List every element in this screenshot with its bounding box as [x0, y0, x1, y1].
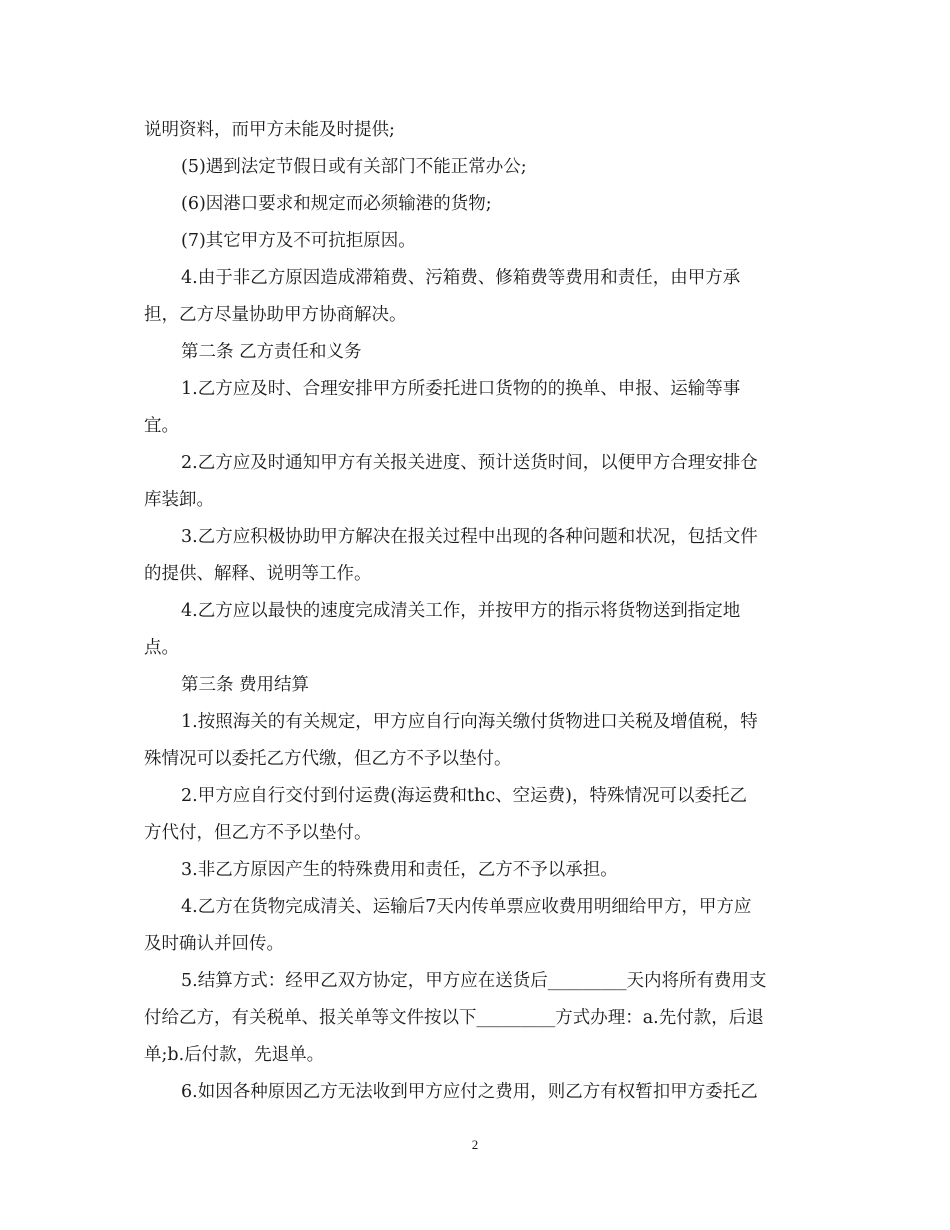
list-item-6: (6)因港口要求和规定而必须输港的货物; — [181, 194, 492, 214]
list-item-5: (5)遇到法定节假日或有关部门不能正常办公; — [181, 157, 527, 177]
article-3-item-5: 付给乙方，有关税单、报关单等文件按以下_________方式办理：a.先付款，后退 — [144, 1008, 764, 1028]
clause-4-line: 担，乙方尽量协助甲方协商解决。 — [144, 305, 407, 325]
paragraph-line: 说明资料，而甲方未能及时提供; — [144, 120, 395, 140]
article-2-item-3: 的提供、解释、说明等工作。 — [144, 564, 372, 584]
article-3-item-1: 殊情况可以委托乙方代缴，但乙方不予以垫付。 — [144, 749, 512, 769]
article-3-item-3: 3.非乙方原因产生的特殊费用和责任，乙方不予以承担。 — [181, 860, 618, 880]
section-heading-article-3: 第三条 费用结算 — [181, 675, 310, 695]
article-2-item-1: 宜。 — [144, 416, 179, 436]
article-2-item-4: 4.乙方应以最快的速度完成清关工作，并按甲方的指示将货物送到指定地 — [181, 601, 741, 621]
article-2-item-2: 库装卸。 — [144, 490, 214, 510]
article-3-item-2: 方代付，但乙方不予以垫付。 — [144, 823, 372, 843]
article-3-item-5: 单;b.后付款，先退单。 — [144, 1045, 325, 1065]
article-3-item-1: 1.按照海关的有关规定，甲方应自行向海关缴付货物进口关税及增值税，特 — [181, 712, 758, 732]
article-3-item-4: 4.乙方在货物完成清关、运输后7天内传单票应收费用明细给甲方，甲方应 — [181, 897, 752, 917]
article-3-item-4: 及时确认并回传。 — [144, 934, 284, 954]
article-3-item-2: 2.甲方应自行交付到付运费(海运费和thc、空运费)，特殊情况可以委托乙 — [181, 786, 747, 806]
article-3-item-5: 5.结算方式：经甲乙双方协定，甲方应在送货后_________天内将所有费用支 — [181, 971, 767, 991]
article-2-item-2: 2.乙方应及时通知甲方有关报关进度、预计送货时间，以便甲方合理安排仓 — [181, 453, 758, 473]
clause-4-line: 4.由于非乙方原因造成滞箱费、污箱费、修箱费等费用和责任，由甲方承 — [181, 268, 741, 288]
list-item-7: (7)其它甲方及不可抗拒原因。 — [181, 231, 416, 251]
page-number: 2 — [471, 1137, 479, 1152]
article-2-item-4: 点。 — [144, 638, 179, 658]
article-3-item-6: 6.如因各种原因乙方无法收到甲方应付之费用，则乙方有权暂扣甲方委托乙 — [181, 1082, 758, 1102]
article-2-item-3: 3.乙方应积极协助甲方解决在报关过程中出现的各种问题和状况，包括文件 — [181, 527, 758, 547]
article-2-item-1: 1.乙方应及时、合理安排甲方所委托进口货物的的换单、申报、运输等事 — [181, 379, 741, 399]
section-heading-article-2: 第二条 乙方责任和义务 — [181, 342, 362, 362]
